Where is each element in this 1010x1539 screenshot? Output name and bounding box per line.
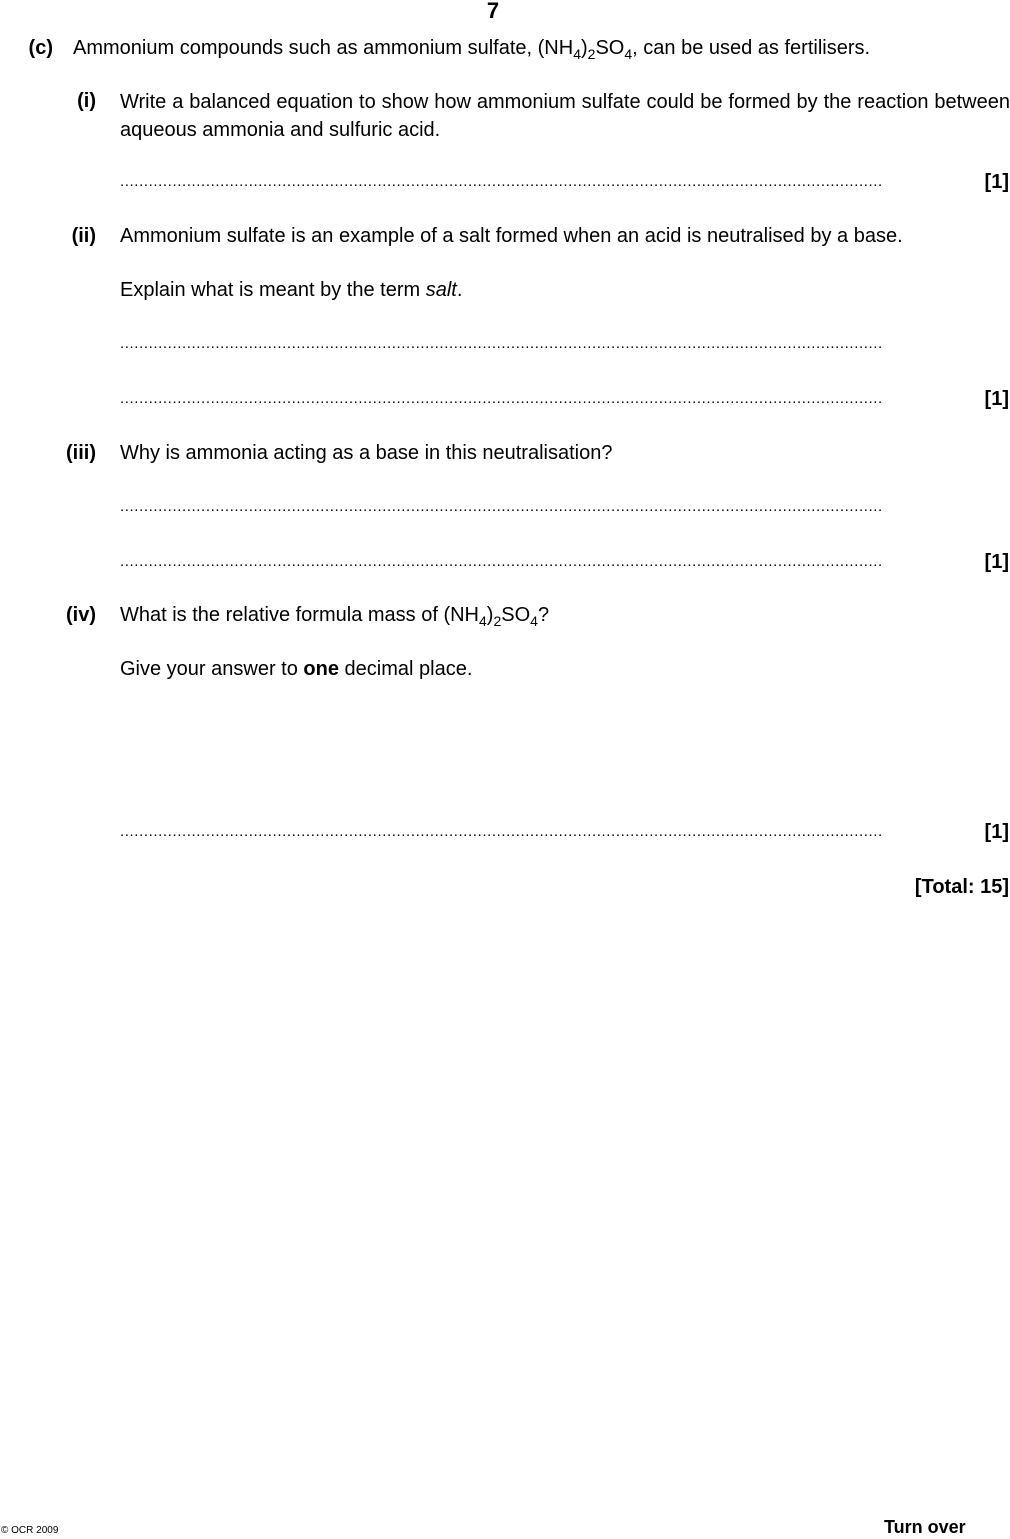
term-salt: salt [425, 279, 457, 301]
copyright: © OCR 2009 [1, 1525, 59, 1536]
question-iv-sub1: 4 [479, 613, 487, 629]
part-c-label: (c) [28, 37, 53, 59]
part-c-sub1: 4 [573, 46, 581, 62]
mark-allocation: [1] [984, 171, 1009, 193]
turn-over: Turn over [884, 1517, 966, 1537]
question-ii-prompt-before: Explain what is meant by the term [120, 279, 426, 301]
question-ii-text: Ammonium sulfate is an example of a salt formed when an acid is neutralised by a base. [120, 225, 903, 247]
mark-allocation: [1] [984, 551, 1009, 573]
answer-line[interactable]: ................................................................................................................................................................ [120, 173, 883, 190]
question-i-label: (i) [77, 90, 96, 112]
question-iv-text-before: What is the relative formula mass of (NH [120, 604, 479, 626]
question-iv-label: (iv) [66, 604, 96, 626]
question-iv-instruction [120, 658, 472, 681]
total-marks: [Total: 15] [914, 876, 1009, 898]
part-c-text-after: , can be used as fertilisers. [632, 37, 871, 59]
answer-line[interactable]: ................................................................................................................................................................ [120, 823, 883, 840]
mark-allocation: [1] [984, 388, 1009, 410]
question-iv-sub2: 2 [493, 613, 502, 629]
part-c-stem [73, 37, 1003, 60]
question-ii-prompt-after: . [456, 279, 463, 301]
question-ii-prompt [120, 279, 462, 302]
question-iv-instruction-after: decimal place. [338, 658, 473, 680]
part-c-sub3: 4 [624, 46, 633, 62]
part-c-text-mid2: SO [595, 37, 625, 59]
emphasis-one: one [303, 658, 339, 680]
answer-line[interactable]: ................................................................................................................................................................ [120, 553, 883, 570]
question-iv-sub3: 4 [530, 613, 538, 629]
question-i-text: Write a balanced equation to show how ammonium sulfate could be formed by the reaction between aqueous ammonia and sulfuric acid. [120, 91, 1010, 141]
question-iii-label: (iii) [66, 442, 96, 464]
question-ii-label: (ii) [71, 225, 96, 247]
question-iv-text-mid1: ) [486, 604, 494, 626]
question-iii-text: Why is ammonia acting as a base in this neutralisation? [120, 442, 613, 464]
part-c-text-mid1: ) [580, 37, 588, 59]
answer-line[interactable]: ................................................................................................................................................................ [120, 335, 883, 352]
question-iv-text-mid2: SO [501, 604, 531, 626]
question-iv-instruction-before: Give your answer to [120, 658, 304, 680]
answer-line[interactable]: ................................................................................................................................................................ [120, 498, 883, 515]
page-number: 7 [486, 0, 500, 23]
question-iv-text [120, 604, 549, 627]
part-c-sub2: 2 [587, 46, 596, 62]
answer-line[interactable]: ................................................................................................................................................................ [120, 390, 883, 407]
mark-allocation: [1] [984, 821, 1009, 843]
question-iv-text-after: ? [537, 604, 550, 626]
part-c-text-before: Ammonium compounds such as ammonium sulfate, (NH [73, 37, 574, 59]
